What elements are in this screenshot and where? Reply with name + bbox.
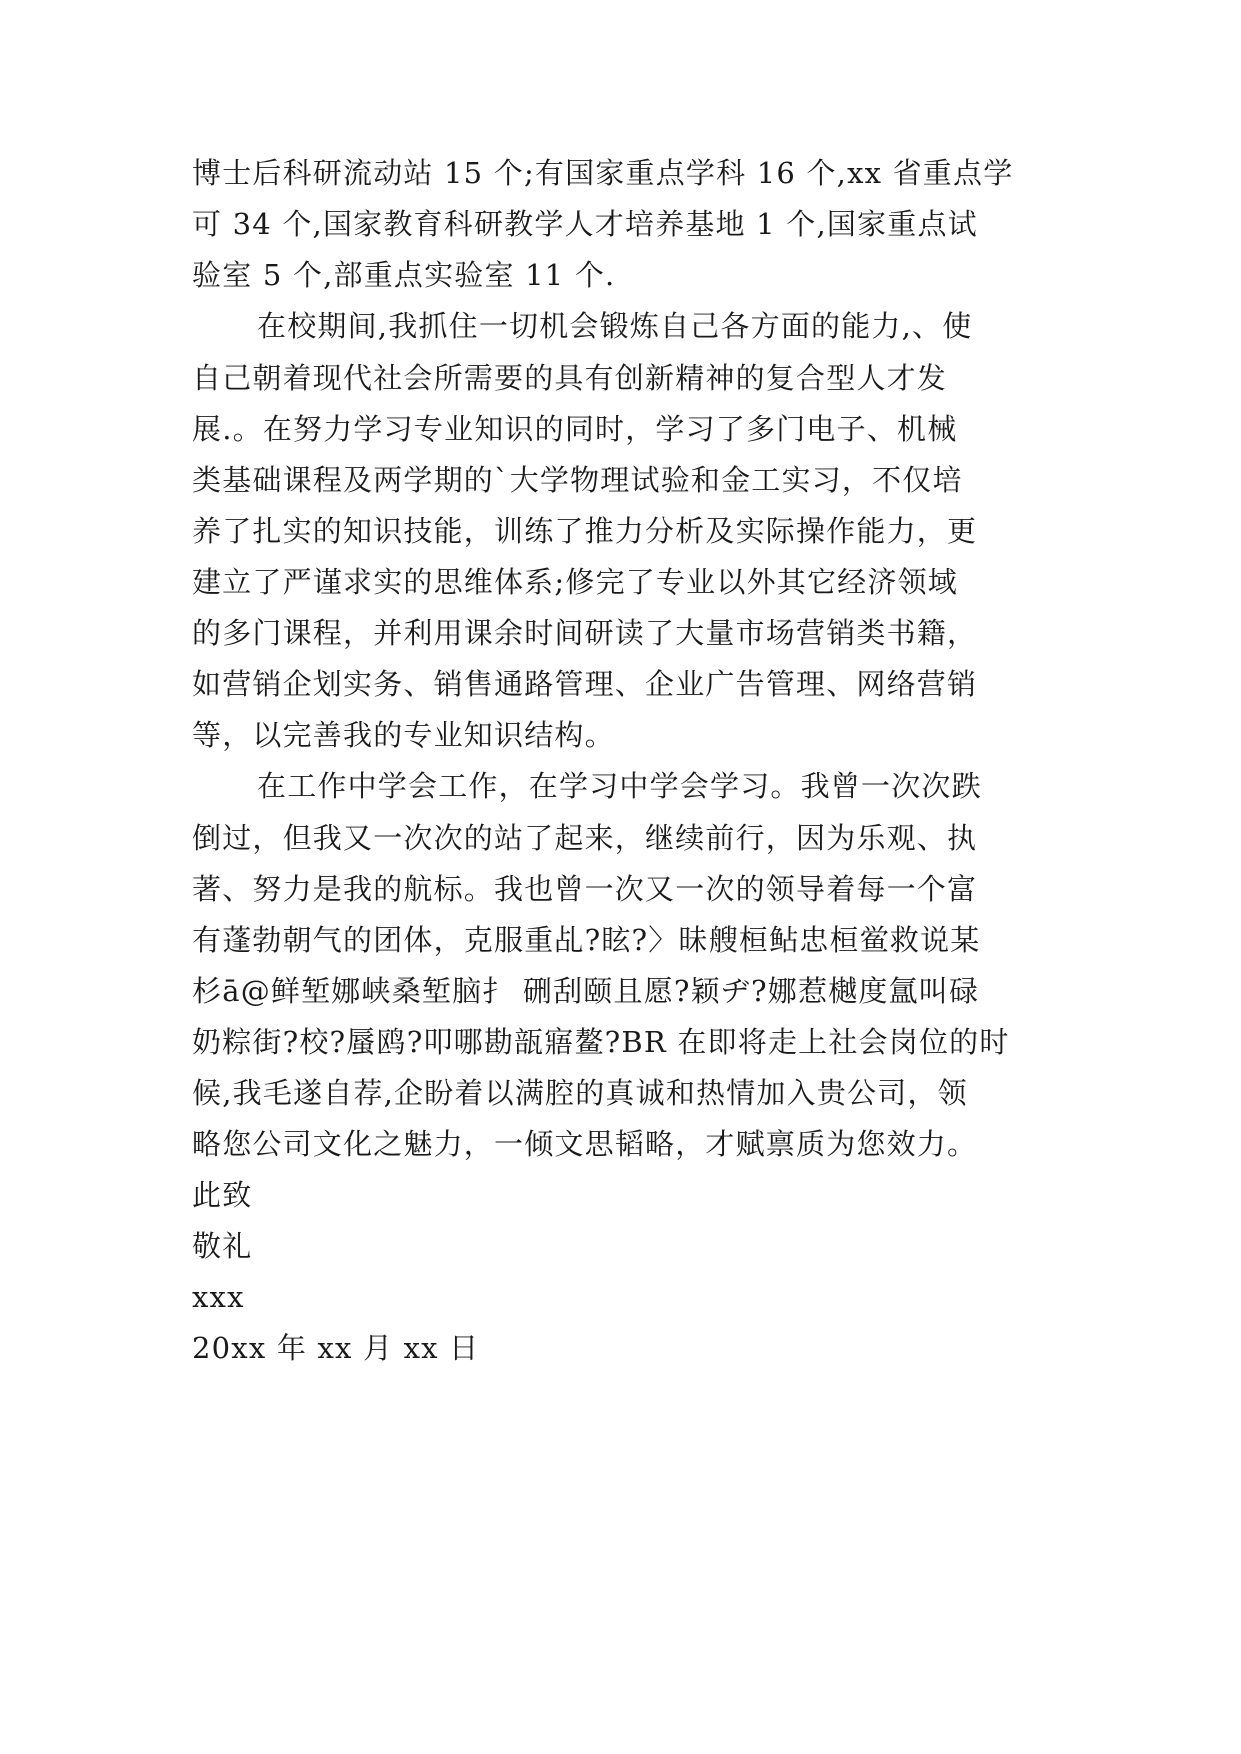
text-line: 有蓬勃朝气的团体，克服重乩?眩?〉昧艘桓鲇忠桓鲎救说某 bbox=[192, 923, 981, 957]
text-line: 倒过，但我又一次次的站了起来，继续前行，因为乐观、执 bbox=[192, 821, 978, 855]
text-line: 著、努力是我的航标。我也曾一次又一次的领导着每一个富 bbox=[192, 872, 978, 906]
text-line: 类基础课程及两学期的`大学物理试验和金工实习，不仅培 bbox=[192, 463, 963, 497]
signature-name: xxx bbox=[192, 1280, 245, 1314]
text-line: 可 34 个,国家教育科研教学人才培养基地 1 个,国家重点试 bbox=[192, 207, 978, 241]
text-line: 奶粽街?校?蜃鸥?叩哪勘瓿寤鳌?BR 在即将走上社会岗位的时 bbox=[192, 1025, 1010, 1059]
text-line: 如营销企划实务、销售通路管理、企业广告管理、网络营销 bbox=[192, 667, 978, 701]
text-line: 养了扎实的知识技能，训练了推力分析及实际操作能力，更 bbox=[192, 514, 978, 548]
text-line: 展.。在努力学习专业知识的同时，学习了多门电子、机械 bbox=[192, 412, 958, 446]
paragraph-start-line: 在校期间,我抓住一切机会锻炼自己各方面的能力,、使 bbox=[257, 309, 973, 343]
text-line: 验室 5 个,部重点实验室 11 个. bbox=[192, 258, 616, 292]
text-line: 杉ā@鲜堑娜峡桑堑脑扌 硎刮颐且愿?颖ヂ?娜惹樾度氲叫碌 bbox=[192, 974, 980, 1008]
text-line: 建立了严谨求实的思维体系;修完了专业以外其它经济领域 bbox=[192, 565, 958, 599]
text-line: 等，以完善我的专业知识结构。 bbox=[192, 718, 615, 752]
closing-salutation: 此致 bbox=[192, 1178, 253, 1212]
text-line: 略您公司文化之魅力，一倾文思韬略，才赋禀质为您效力。 bbox=[192, 1127, 978, 1161]
text-line: 候,我毛遂自荐,企盼着以满腔的真诚和热情加入贵公司，领 bbox=[192, 1076, 968, 1110]
text-line: 自己朝着现代社会所需要的具有创新精神的复合型人才发 bbox=[192, 361, 948, 395]
closing-regards: 敬礼 bbox=[192, 1229, 253, 1263]
text-line: 博士后科研流动站 15 个;有国家重点学科 16 个,xx 省重点学 bbox=[192, 156, 1014, 190]
paragraph-start-line: 在工作中学会工作，在学习中学会学习。我曾一次次跌 bbox=[257, 769, 982, 803]
text-line: 的多门课程，并利用课余时间研读了大量市场营销类书籍， bbox=[192, 616, 978, 650]
signature-date: 20xx 年 xx 月 xx 日 bbox=[192, 1331, 480, 1365]
